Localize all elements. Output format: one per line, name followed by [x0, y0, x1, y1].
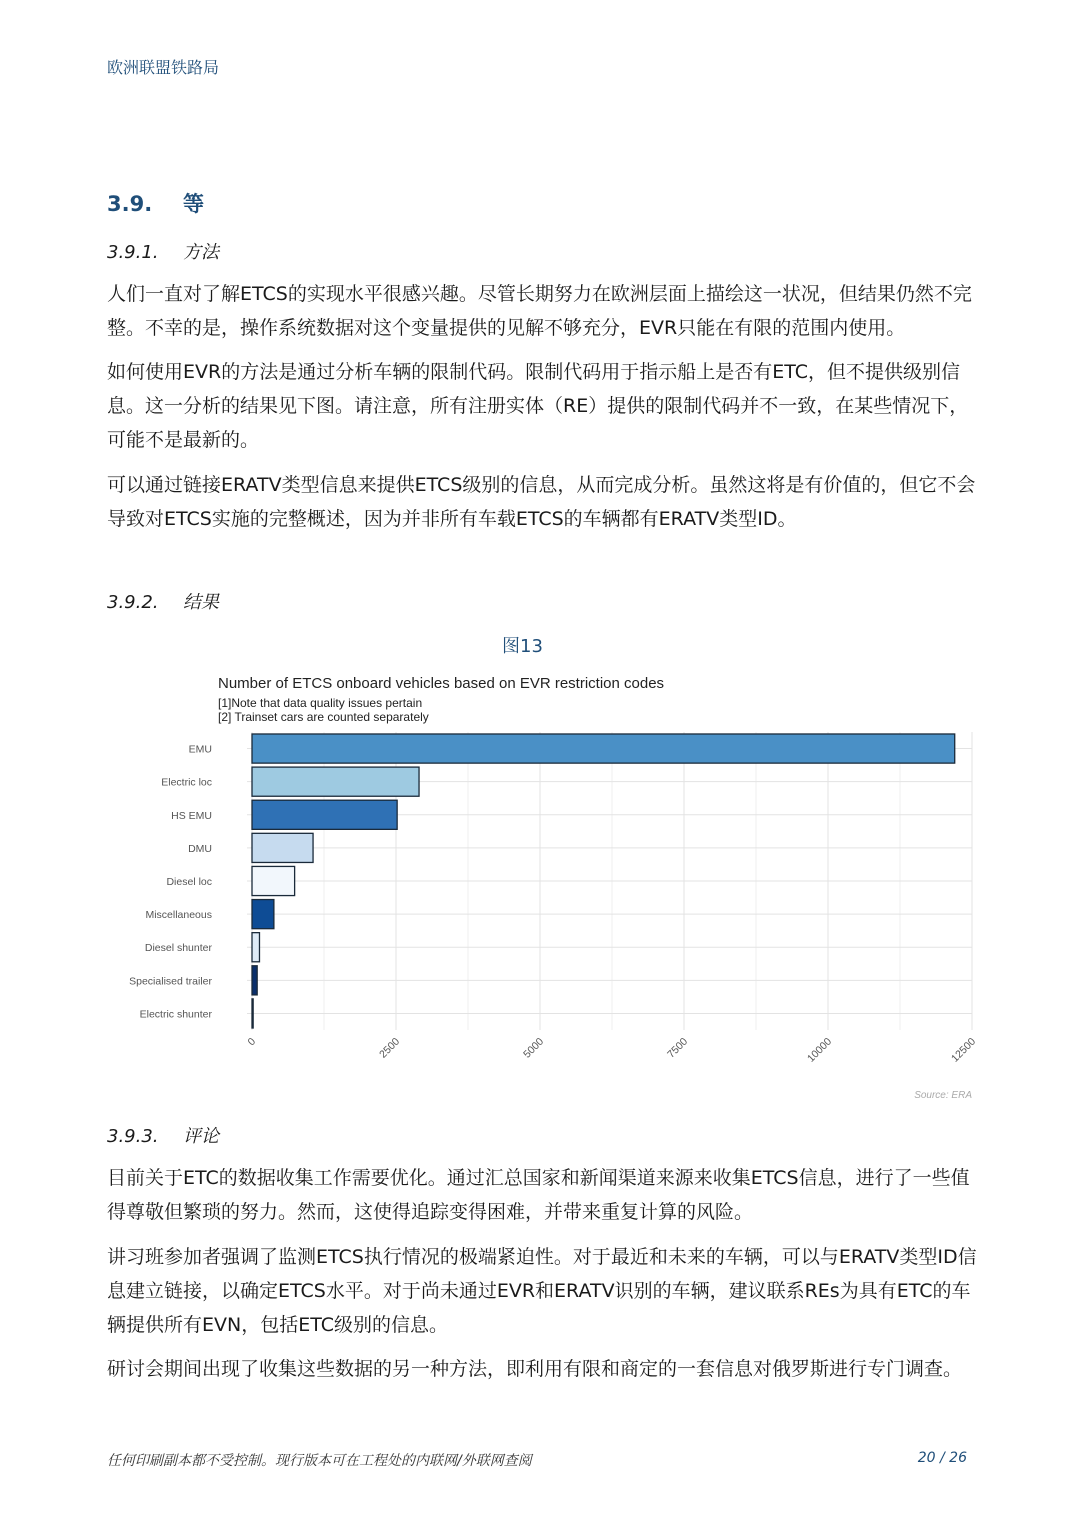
subsection-heading-method — [107, 238, 219, 264]
bar-emu — [252, 734, 955, 763]
footer-note: 任何印刷副本都不受控制。现行版本可在工程处的内联网/外联网查阅 — [107, 1453, 532, 1469]
bar-diesel-shunter — [252, 933, 259, 962]
chart-tick-labels — [246, 1036, 979, 1065]
bar-electric-shunter — [252, 999, 253, 1028]
category-label: Diesel loc — [166, 876, 212, 888]
category-label: Diesel shunter — [144, 942, 212, 955]
figure-caption: 图13 — [502, 636, 543, 657]
chart-title: Number of ETCS onboard vehicles based on EVR restriction codes — [218, 675, 665, 692]
paragraph-3: 可以通过链接ERATV类型信息来提供ETCS级别的信息，从而完成分析。虽然这将是有价值的，但它不会导致对ETCS实施的完整概述，因为并非所有车载ETCS的车辆都有ERATV类型ID。 — [107, 474, 976, 530]
bar-hs-emu — [252, 800, 397, 829]
bar-chart — [110, 665, 980, 1105]
category-label: Specialised trailer — [129, 975, 212, 988]
section-number: 3.9. — [107, 192, 153, 216]
category-label: EMU — [188, 743, 212, 756]
subsection-title: 方法 — [183, 242, 219, 263]
subsection-title: 结果 — [183, 592, 219, 613]
subsection-heading-comments — [107, 1122, 219, 1148]
page-number: 20 / 26 — [917, 1450, 967, 1466]
paragraph-4: 目前关于ETC的数据收集工作需要优化。通过汇总国家和新闻渠道来源来收集ETCS信息，进行了一些值得尊敬但繁琐的努力。然而，这使得追踪变得困难，并带来重复计算的风险。 — [107, 1167, 970, 1223]
category-label: Electric loc — [161, 776, 212, 789]
paragraph-1: 人们一直对了解ETCS的实现水平很感兴趣。尽管长期努力在欧洲层面上描绘这一状况，但结果仍然不完整。不幸的是，操作系统数据对这个变量提供的见解不够充分，EVR只能在有限的范围内使用。 — [107, 283, 972, 339]
x-tick-label: 10000 — [804, 1035, 835, 1065]
chart-subtitle-2: [2] Trainset cars are counted separately — [218, 710, 429, 724]
x-tick-label: 5000 — [521, 1035, 547, 1061]
category-label: HS EMU — [171, 809, 212, 822]
x-tick-label: 7500 — [665, 1035, 691, 1061]
paragraph-6: 研讨会期间出现了收集这些数据的另一种方法，即利用有限和商定的一套信息对俄罗斯进行专门调查。 — [107, 1358, 963, 1380]
chart-source: Source: ERA — [914, 1090, 972, 1101]
section-heading — [107, 188, 204, 218]
x-tick-label: 2500 — [377, 1035, 403, 1061]
chart-category-labels — [129, 744, 212, 1021]
bar-specialised-trailer — [252, 966, 257, 995]
section-title: 等 — [183, 192, 204, 216]
bar-diesel-loc — [252, 866, 295, 895]
bar-electric-loc — [252, 767, 419, 796]
subsection-number: 3.9.3. — [107, 1126, 159, 1147]
category-label: DMU — [188, 842, 212, 855]
x-tick-label: 12500 — [948, 1035, 979, 1065]
paragraph-2: 如何使用EVR的方法是通过分析车辆的限制代码。限制代码用于指示船上是否有ETC，但不提供级别信息。这一分析的结果见下图。请注意，所有注册实体（RE）提供的限制代码并不一致，在某些情况下，可能不是最新的。 — [107, 361, 969, 451]
paragraph-5: 讲习班参加者强调了监测ETCS执行情况的极端紧迫性。对于最近和未来的车辆，可以与ERATV类型ID信息建立链接，以确定ETCS水平。对于尚未通过EVR和ERATV识别的车辆，建议联系REs为具有ETC的车辆提供所有EVN，包括ETC级别的信息。 — [107, 1246, 977, 1336]
subsection-number: 3.9.2. — [107, 592, 159, 613]
x-tick-label: 0 — [245, 1035, 259, 1049]
category-label: Electric shunter — [139, 1008, 212, 1021]
category-label: Miscellaneous — [145, 909, 212, 922]
bar-miscellaneous — [252, 900, 274, 929]
chart-subtitle-1: [1]Note that data quality issues pertain — [218, 696, 423, 710]
subsection-title: 评论 — [183, 1126, 219, 1147]
subsection-number: 3.9.1. — [107, 242, 159, 263]
subsection-heading-results — [107, 588, 219, 614]
header-organization: 欧洲联盟铁路局 — [107, 58, 220, 77]
bar-dmu — [252, 833, 313, 862]
